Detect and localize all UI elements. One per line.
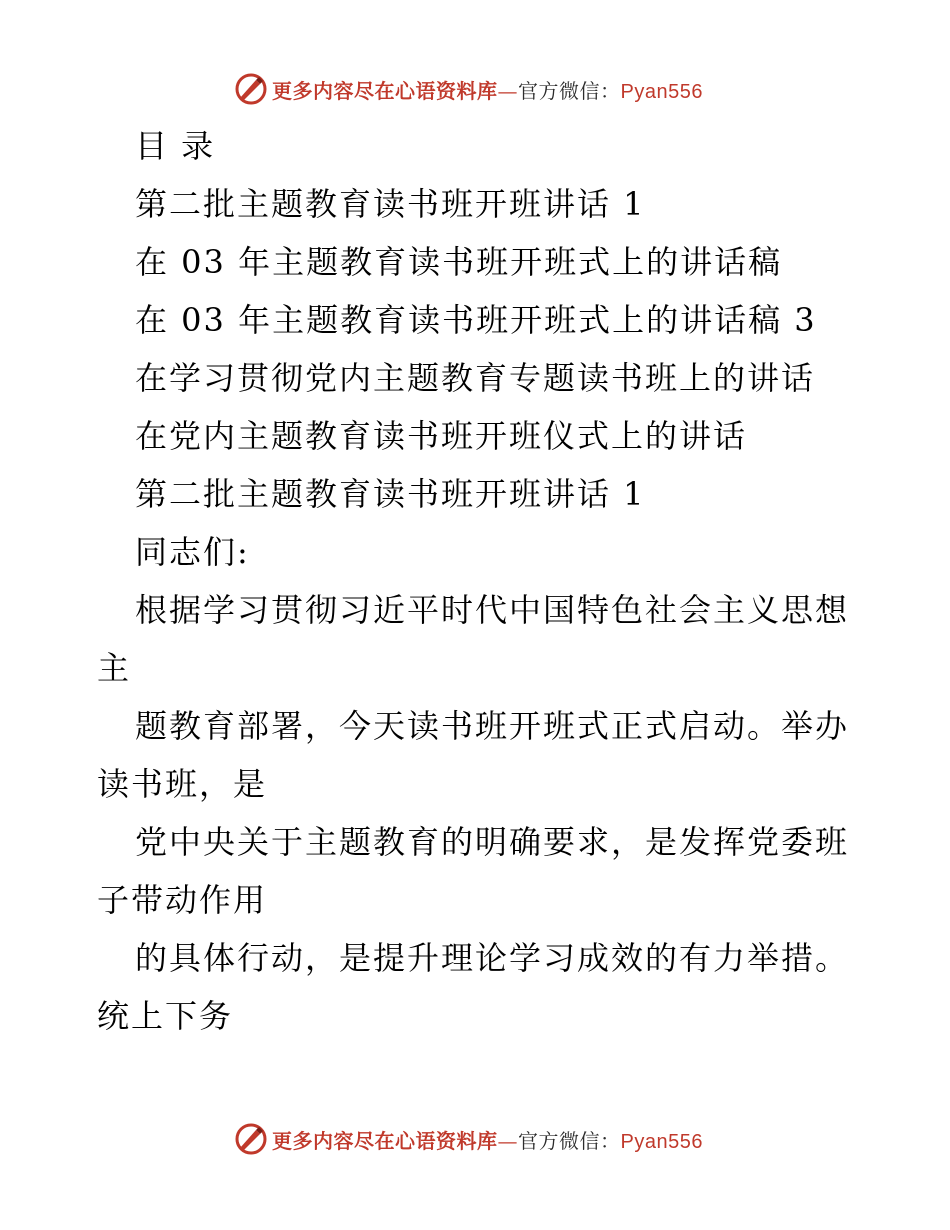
toc-item: 在党内主题教育读书班开班仪式上的讲话 — [135, 417, 748, 455]
pen-circle-logo-icon — [234, 1122, 268, 1156]
watermark-dash: — — [497, 1128, 518, 1153]
section-title: 第二批主题教育读书班开班讲话 1 — [135, 475, 646, 513]
paragraph-line: 子带动作用 — [97, 881, 268, 919]
toc-title: 目 录 — [135, 127, 216, 165]
watermark-official-label: 官方微信： — [518, 1128, 621, 1153]
paragraph-line: 主 — [97, 649, 132, 687]
pen-circle-logo-icon — [234, 72, 268, 106]
watermark-brand: 更多内容尽在心语资料库 — [272, 1128, 498, 1153]
paragraph-line: 根据学习贯彻习近平时代中国特色社会主义思想 — [135, 591, 850, 629]
toc-item: 在 03 年主题教育读书班开班式上的讲话稿 3 — [135, 301, 817, 339]
watermark-dash: — — [497, 78, 518, 103]
paragraph-line: 读书班，是 — [97, 765, 268, 803]
toc-item: 在 03 年主题教育读书班开班式上的讲话稿 — [135, 243, 783, 281]
watermark-wechat-id: Pyan556 — [620, 1130, 703, 1153]
watermark-wechat-id: Pyan556 — [620, 80, 703, 103]
paragraph-line: 党中央关于主题教育的明确要求，是发挥党委班 — [135, 823, 850, 861]
toc-item: 第二批主题教育读书班开班讲话 1 — [135, 185, 646, 223]
paragraph-line: 题教育部署，今天读书班开班式正式启动。举办 — [135, 707, 850, 745]
watermark-official-label: 官方微信： — [518, 78, 621, 103]
paragraph-line: 统上下务 — [97, 997, 234, 1035]
watermark-brand: 更多内容尽在心语资料库 — [272, 78, 498, 103]
header-watermark — [234, 72, 703, 106]
footer-watermark — [234, 1122, 703, 1156]
paragraph-line: 的具体行动，是提升理论学习成效的有力举措。 — [135, 939, 850, 977]
greeting: 同志们: — [135, 533, 250, 571]
toc-item: 在学习贯彻党内主题教育专题读书班上的讲话 — [135, 359, 816, 397]
